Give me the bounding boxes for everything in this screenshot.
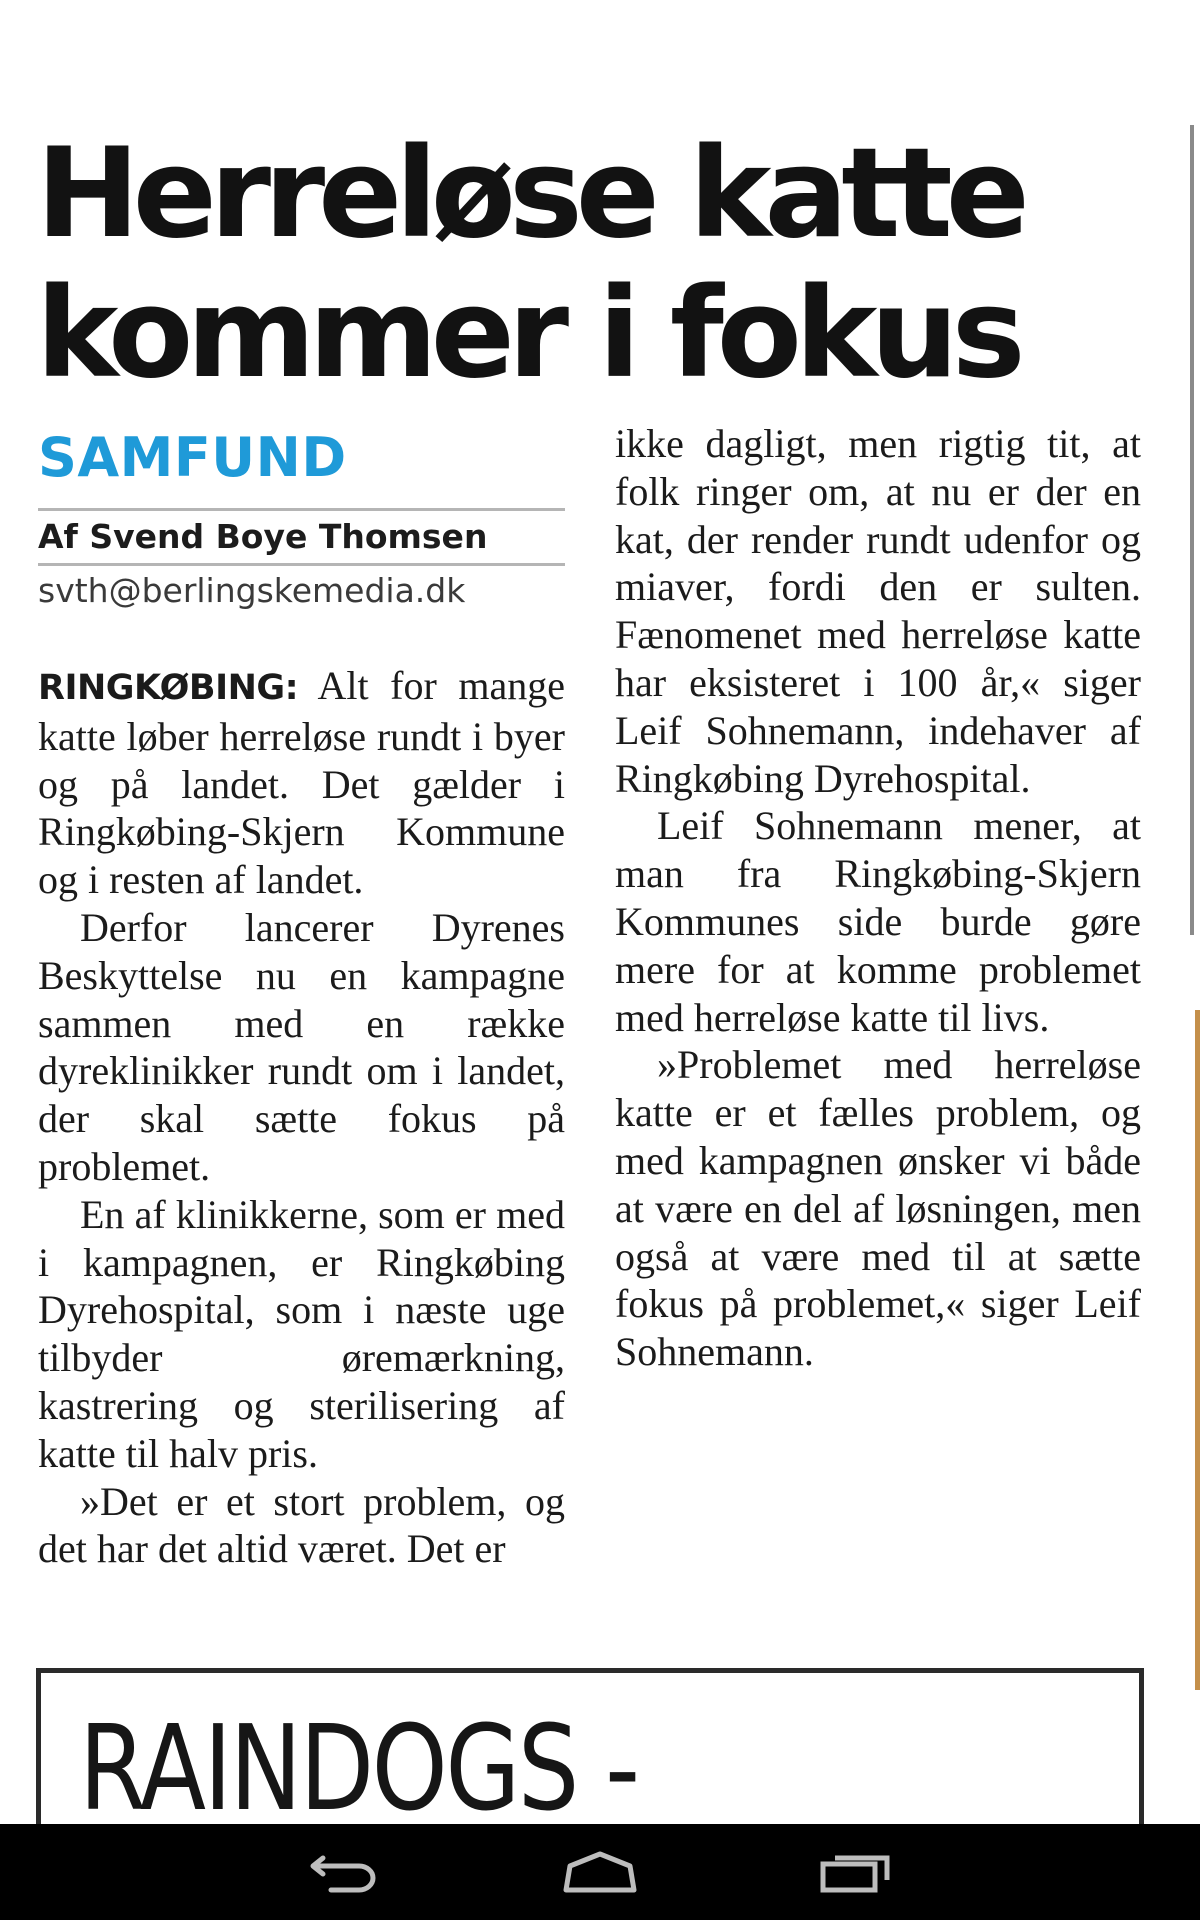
adjacent-page-edge: [1195, 1010, 1200, 1690]
left-column: [38, 428, 565, 1573]
back-button[interactable]: [283, 1838, 403, 1906]
section-label: SAMFUND: [38, 426, 347, 489]
home-icon: [560, 1850, 640, 1894]
system-navigation-bar: [0, 1824, 1200, 1920]
author-email[interactable]: svth@berlingskemedia.dk: [38, 571, 466, 610]
paragraph: Leif Sohnemann mener, at man fra Ringkøbing-Skjern Kommunes side burde gøre mere for at komme problemet med herreløse katte til livs.: [615, 803, 1141, 1040]
recent-apps-icon: [819, 1850, 895, 1894]
back-icon: [307, 1850, 379, 1894]
right-column: [615, 420, 1141, 1376]
paragraph-text: Alt for mange katte løber herreløse rundt i byer og på landet. Det gælder i Ringkøbing-Skjern Kommune og i resten af landet.: [38, 663, 566, 903]
body-left: [38, 662, 565, 1573]
dateline: RINGKØBING:: [38, 668, 299, 708]
headline-line-2: kommer i fokus: [36, 262, 1019, 406]
scrollbar[interactable]: [1190, 125, 1194, 935]
next-article-box[interactable]: [36, 1668, 1144, 1824]
headline-line-1: Herreløse katte: [36, 122, 1023, 266]
next-article-title: RAINDOGS -: [79, 1699, 638, 1824]
paragraph: »Det er et stort problem, og det har det altid været. Det er: [38, 1478, 565, 1572]
home-button[interactable]: [540, 1838, 660, 1906]
paragraph: En af klinikkerne, som er med i kampagnen, er Ringkøbing Dyrehospital, som i næste uge tilbyder øremærkning, kastrering og sterilisering af katte til halv pris.: [38, 1191, 565, 1476]
paragraph: ikke dagligt, men rigtig tit, at folk ringer om, at nu er der en kat, der render rundt udenfor og miaver, fordi den er sulten. Fænomenet med herreløse katte har eksisteret i 100 år,« siger Leif Sohnemann, indehaver af Ringkøbing Dyrehospital.: [615, 421, 1141, 801]
paragraph: [38, 662, 565, 904]
paragraph: »Problemet med herreløse katte er et fælles problem, og med kampagnen ønsker vi både at være en del af løsningen, men også at være med til at sætte fokus på problemet,« siger Leif Sohnemann.: [615, 1042, 1141, 1375]
recent-apps-button[interactable]: [797, 1838, 917, 1906]
byline: Af Svend Boye Thomsen: [38, 517, 488, 556]
paragraph: Derfor lancerer Dyrenes Beskyttelse nu en kampagne sammen med en række dyreklinikker rundt om i landet, der skal sætte fokus på problemet.: [38, 904, 565, 1189]
headline: [36, 124, 1136, 404]
